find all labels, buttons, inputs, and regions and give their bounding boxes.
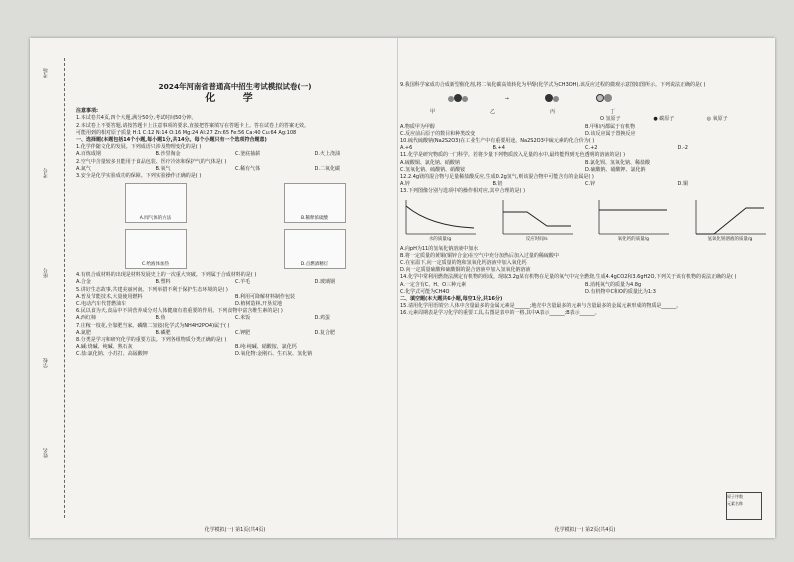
- lab-figure-smell: A.闻气体的方法: [125, 183, 187, 223]
- question-5-options-a: [76, 294, 394, 301]
- question-8-options-b: [76, 351, 394, 358]
- option: D.二氧化碳: [314, 165, 340, 172]
- section-1-heading: 一、选择题(本题包括14个小题,每小题1分,共14分。每个小题只有一个选项符合题意): [76, 137, 267, 144]
- question-9-options-b: [400, 131, 770, 138]
- option: D.复合肥: [314, 329, 335, 336]
- option: B.塑料: [155, 279, 171, 286]
- graph-d: [690, 198, 770, 244]
- option: C.氢氧化钠、硫酸钠、硝酸铵: [400, 166, 466, 173]
- question-9: 9.我国科学家成功合成新型催化剂,将二氧化碳高效转化为甲醇(化学式为CH3OH),该反应过程的微观示意图如图所示。下列说法正确的是( ): [400, 82, 706, 88]
- option: A.+6: [400, 145, 413, 152]
- option: B.鱼: [155, 315, 166, 322]
- option: D.植树造林,开垦荒地: [235, 301, 283, 308]
- option: B.甲和丙都属于有机物: [585, 123, 636, 130]
- option: C.稀有气体: [235, 165, 261, 172]
- graph-a-xlabel: 水的质量/g: [428, 237, 452, 243]
- option: A.锌: [400, 181, 410, 188]
- exam-sheet: [30, 38, 775, 538]
- binding-label-zuohao: 座号: [43, 268, 49, 278]
- question-9-molecule-diagram: [430, 91, 630, 107]
- question-12: 12.2.4g镁的混合物与足量稀盐酸反应,生成0.2g氢气,则该混合物中可能含有的金属是( ): [400, 174, 594, 181]
- option: A.氮肥: [76, 329, 91, 336]
- question-9-legend: [600, 116, 760, 123]
- option: B.利用可降解材料制作包装: [235, 293, 296, 300]
- binding-dashed-line: [64, 58, 65, 518]
- option: C.钾肥: [235, 329, 251, 336]
- question-11-options-b: [400, 167, 770, 174]
- arrow-icon: →: [504, 95, 509, 102]
- label: 甲: [430, 109, 436, 116]
- binding-label-school: 学校: [43, 358, 49, 368]
- option: B.消耗氧气的质量为4.8g: [585, 281, 642, 288]
- option: D.-2: [677, 145, 688, 152]
- graph-d-plot: [690, 198, 770, 238]
- question-1: 1.化学伴随文化的发展。下列成语只涉及物理变化的是( ): [76, 144, 202, 151]
- option: A.西红柿: [76, 315, 96, 322]
- question-13: 13.下列图像分别与选项中的操作相对应,其中合理的是( ): [400, 188, 526, 195]
- option: B.+4: [492, 145, 505, 152]
- question-6-options: [76, 315, 394, 322]
- question-11: 11.化学是研究物质的一门科学。若将少量下列物质放入足量的水中,最终能得到无色透明的溶液的是( ): [400, 152, 626, 159]
- option: A.氮气: [76, 165, 91, 172]
- question-2: 2.空气中含量较多且能用于食品包装、医疗冷冻和保护气的气体是( ): [76, 158, 227, 165]
- right-page-footer: 化学模拟(一) 第2页(共4页): [554, 526, 616, 533]
- label: 丁: [610, 109, 616, 116]
- legend: ◎ 氧原子: [706, 116, 728, 123]
- label: 丙: [550, 109, 556, 116]
- question-8: 8.分类是学习和研究化学的重要方法。下列各组物质分类正确的是( ): [76, 337, 227, 344]
- option: B.沙里淘金: [155, 151, 181, 158]
- option: B.氯化钡、氢氧化钠、稀盐酸: [585, 159, 651, 166]
- graph-d-xlabel: 氢氧化钠溶液的质量/g: [707, 237, 753, 243]
- legend: O 氢原子: [600, 116, 621, 123]
- question-4-options: [76, 279, 394, 286]
- question-9-options-a: [400, 124, 770, 131]
- option: B.氧气: [155, 165, 171, 172]
- section-2-heading: 二、填空题(本大题共6小题,每空1分,共16分): [400, 296, 503, 303]
- option: A.普及节能技术,大量使用燃料: [76, 293, 143, 300]
- question-3-figures: [76, 180, 394, 226]
- question-10: 10.硫代硫酸钠(Na2S2O3)在工业生产中有重要用途。Na2S2O3中硫元素的化合价为( ): [400, 138, 595, 145]
- lab-figure-dilute: B.稀释浓硫酸: [284, 183, 346, 223]
- molecule-jia: [448, 94, 468, 105]
- question-1-options: [76, 151, 394, 158]
- option: D.硫酸钠、硝酸钾、氯化钠: [585, 166, 646, 173]
- option: C.化学式可能为CH4O: [400, 288, 450, 295]
- option: C.盐:氯化钠、小苏打、高锰酸钾: [76, 351, 148, 358]
- graph-b-plot: [497, 198, 577, 238]
- question-4: 4.有机合成材料的出现是材料发展史上的一次重大突破。下列属于合成材料的是( ): [76, 272, 257, 279]
- question-14: 14.化学中常利用燃烧法测定有机物的组成。现取3.2g某有机物在足量的氧气中完全燃烧,生成4.4gCO2和3.6gH2O,下列关于该有机物的说法正确的是( ): [400, 274, 737, 281]
- atomic-masses: 可能用到的相对原子质量 H:1 C:12 N:14 O:16 Mg:24 Al:27 Zn:65 Fe:56 Ca:40 Cu:64 Ag:108: [76, 129, 297, 136]
- question-16: 16.元素周期表是学习化学的重要工具,右图是表中的一格,其中A表示______;B表示______。: [400, 310, 600, 317]
- graph-b: [497, 198, 577, 244]
- question-7-options: [76, 330, 394, 337]
- periodic-table-cell: [726, 492, 762, 520]
- option: B.磷肥: [155, 329, 171, 336]
- question-2-options: [76, 166, 394, 173]
- option: B.纯:纯碱、硝酸铵、氯化钙: [235, 344, 297, 351]
- question-6: 6.民以食为天,食品中不同营养成分对人体健康有着重要的作用。下列食物中富含维生素的是( ): [76, 308, 283, 315]
- option: A.合金: [76, 279, 91, 286]
- cube-label: 原子序数: [727, 494, 743, 499]
- question-13-graphs: [400, 198, 770, 244]
- question-13-option: A.向pH为11的氢氧化钠溶液中加水: [400, 245, 479, 252]
- option: C.+2: [585, 145, 598, 152]
- legend: ● 碳原子: [653, 116, 675, 123]
- option: A.物质甲为甲醇: [400, 123, 435, 130]
- molecule-ding: [596, 94, 612, 105]
- cube-label: 元素名称: [727, 501, 743, 507]
- lab-figure-heat: C.给液体加热: [125, 229, 187, 269]
- notice-item: 2.本试卷上不要答题,请按答题卡上注意事项的要求,直接把答案填写在答题卡上。答在试卷上的答案无效。: [76, 122, 309, 129]
- binding-margin: [34, 58, 74, 518]
- question-3: 3.安全是化学实验成功的保障。下列实验操作正确的是( ): [76, 173, 202, 180]
- option: C.釜底抽薪: [235, 151, 261, 158]
- exam-subject: 化 学: [205, 93, 265, 104]
- option: C.反应前后原子的数目和种类改变: [400, 130, 476, 137]
- question-5: 5.讲好生态故事,共建美丽河南。下列举措不利于保护生态环境的是( ): [76, 286, 228, 293]
- lab-figure-lamp: D.点燃酒精灯: [284, 229, 346, 269]
- option: C.羊毛: [235, 279, 251, 286]
- question-13-option: B.将一定质量的黄铜(铜锌合金)在空气中充分加热后加入过量的稀硫酸中: [400, 252, 559, 259]
- option: A.一定含有C、H、O三种元素: [400, 281, 467, 288]
- option: D.该反应属于置换反应: [585, 130, 636, 137]
- question-13-option: C.在室温下,向一定质量的饱和氢氧化钙溶液中加入氧化钙: [400, 260, 527, 267]
- question-14-options-b: [400, 289, 770, 296]
- graph-c: [593, 198, 673, 244]
- option: D.氧化物:金刚石、生石灰、氢化钠: [235, 351, 313, 358]
- question-7: 7.庄稼一枝花,全靠肥当家。磷酸二氢铵(化学式为NH4H2PO4)属于( ): [76, 322, 230, 329]
- graph-c-xlabel: 氧化钙的质量/g: [617, 237, 649, 243]
- page-fold: [397, 38, 398, 538]
- question-14-options-a: [400, 282, 770, 289]
- graph-c-plot: [593, 198, 673, 238]
- option: D.有机物中C和O的质量比为1:3: [585, 288, 656, 295]
- question-11-options-a: [400, 160, 770, 167]
- question-15: 15.请用化学用语填空:人体中含量最多的金属元素是______;地壳中含量最多的元素与含量最多的金属元素形成的物质是______。: [400, 303, 682, 310]
- question-3-figures-2: [76, 226, 394, 272]
- option: A.百炼成钢: [76, 151, 101, 158]
- option: C.锌: [585, 181, 596, 188]
- notice-title: 注意事项:: [76, 108, 98, 115]
- option: B.铝: [492, 181, 503, 188]
- exam-title: 2024年河南省普通高中招生考试模拟试卷(一): [158, 82, 312, 91]
- binding-label-kaochang: 考场: [43, 68, 49, 78]
- left-page: [76, 38, 394, 538]
- graph-a: [400, 198, 480, 244]
- binding-label-kaohao: 考号: [43, 168, 49, 178]
- question-13-option: D.向一定质量硫酸和硫酸铜的混合溶液中加入氢氧化钠溶液: [400, 267, 531, 274]
- notice-item: 1.本试卷共4页,四个大题,满分50分,考试时间50分钟。: [76, 115, 197, 122]
- binding-label-name: 姓名: [43, 448, 49, 458]
- molecule-bing: [545, 94, 559, 105]
- option: A.碱:烧碱、纯碱、熟石灰: [76, 344, 133, 351]
- option: C.米饭: [235, 315, 251, 322]
- option: D.鸡蛋: [314, 315, 330, 322]
- option: D.火上浇油: [314, 151, 340, 158]
- graph-b-xlabel: 反应时间/s: [525, 237, 548, 243]
- left-page-footer: 化学模拟(一) 第1页(共4页): [204, 526, 266, 533]
- option: D.铜: [677, 181, 688, 188]
- right-page: [400, 38, 770, 538]
- question-9-labels: [430, 109, 670, 116]
- graph-a-plot: [400, 198, 480, 238]
- option: D.玻璃钢: [314, 279, 335, 286]
- label: 乙: [490, 109, 496, 116]
- option: A.硫酸铜、氯化钠、硝酸钠: [400, 159, 460, 166]
- option: C.电动汽车代替燃油车: [76, 301, 127, 308]
